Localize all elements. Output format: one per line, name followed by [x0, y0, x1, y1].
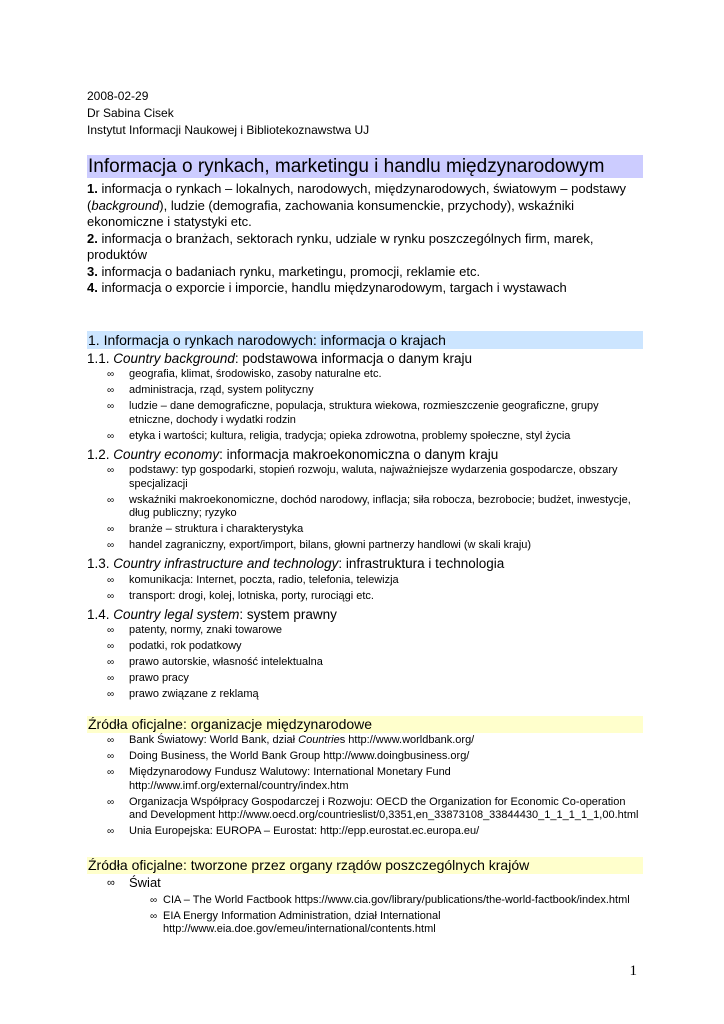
world-label: Świat: [129, 875, 161, 890]
list-item: [87, 590, 643, 604]
list-item: [87, 688, 643, 702]
intro-item: [87, 231, 643, 264]
subsection-list: [87, 368, 643, 443]
intro-item-number: 2.: [87, 230, 98, 246]
subsection-number: 1.4.: [87, 606, 114, 622]
list-item-emphasis: Countrie: [298, 734, 340, 746]
list-item: [87, 523, 643, 537]
infinity-bullet-icon: ∞: [107, 641, 115, 652]
list-item: [87, 624, 643, 638]
subsection-text: : podstawowa informacja o danym kraju: [234, 350, 472, 366]
infinity-bullet-icon: ∞: [150, 910, 158, 922]
intro-item-text: informacja o rynkach – lokalnych, narodowych, międzynarodowych, światowym – podstawy (: [87, 181, 627, 213]
list-item: [87, 750, 643, 764]
subsection-emphasis: Country background: [113, 350, 235, 366]
infinity-bullet-icon: ∞: [107, 625, 115, 636]
intro-item-number: 3.: [87, 263, 98, 279]
document-author: Dr Sabina Cisek: [87, 106, 174, 120]
intro-item-text-end: ), ludzie (demografia, zachowania konsumenckie, przychody), wskaźniki ekonomiczne i statystyki etc.: [87, 197, 575, 229]
list-item-text: prawo związane z reklamą: [129, 688, 259, 700]
infinity-bullet-icon: ∞: [107, 494, 115, 506]
section2-list: [87, 734, 643, 839]
list-item-text: geografia, klimat, środowisko, zasoby naturalne etc.: [129, 368, 382, 380]
list-item: [87, 368, 643, 382]
document-header: [87, 88, 643, 139]
list-item-text: patenty, normy, znaki towarowe: [129, 624, 283, 636]
list-item-text: handel zagraniczny, export/import, bilans, głowni partnerzy handlowi (w skali kraju): [129, 539, 532, 551]
infinity-bullet-icon: ∞: [107, 751, 115, 762]
intro-item-number: 1.: [87, 181, 98, 196]
document-date: 2008-02-29: [87, 89, 149, 103]
document-page: [87, 88, 643, 939]
list-item: [87, 640, 643, 654]
section3-sublist: [87, 894, 643, 937]
subsection-title: [87, 606, 643, 623]
infinity-bullet-icon: ∞: [107, 673, 115, 684]
section3-title: Źródła oficjalne: tworzone przez organy rządów poszczególnych krajów: [87, 857, 643, 874]
list-item: [87, 894, 643, 908]
infinity-bullet-icon: ∞: [107, 430, 115, 442]
intro-item-number: 4.: [87, 280, 98, 295]
list-item-text: podatki, rok podatkowy: [129, 640, 242, 652]
infinity-bullet-icon: ∞: [107, 826, 115, 837]
list-item-text-end: s http://www.worldbank.org/: [339, 734, 475, 746]
subsection-number: 1.1.: [87, 350, 114, 366]
infinity-bullet-icon: ∞: [107, 574, 115, 586]
infinity-bullet-icon: ∞: [107, 767, 115, 778]
intro-item-text: informacja o branżach, sektorach rynku, udziale w rynku poszczególnych firm, marek, produktów: [87, 230, 594, 262]
intro-item-text: informacja o exporcie i imporcie, handlu międzynarodowym, targach i wystawach: [97, 280, 567, 295]
subsection-number: 1.3.: [87, 556, 114, 571]
list-item-text: Doing Business, the World Bank Group http://www.doingbusiness.org/: [129, 750, 470, 762]
subsection-title: [87, 555, 643, 572]
main-title: Informacja o rynkach, marketingu i handlu międzynarodowym: [87, 155, 643, 178]
subsection-emphasis: Country economy: [113, 446, 220, 462]
list-item-text: administracja, rząd, system polityczny: [129, 384, 314, 396]
infinity-bullet-icon: ∞: [107, 796, 115, 808]
subsection-title: [87, 446, 643, 463]
list-item-text: branże – struktura i charakterystyka: [129, 523, 304, 535]
list-item: [87, 796, 643, 823]
infinity-bullet-icon: ∞: [150, 894, 158, 906]
list-item-text: komunikacja: Internet, poczta, radio, telefonia, telewizja: [129, 573, 399, 586]
intro-item: [87, 264, 643, 281]
subsection-list: [87, 464, 643, 553]
list-item: [87, 910, 643, 937]
list-item: [87, 539, 643, 553]
page-number: 1: [629, 963, 637, 979]
list-item-text: wskaźniki makroekonomiczne, dochód narodowy, inflacja; siła robocza, bezrobocie; budżet, inwestycje, dług publiczny; ryzyko: [129, 493, 631, 519]
list-item: [87, 494, 643, 521]
infinity-bullet-icon: ∞: [107, 689, 115, 700]
list-item-text: Bank Światowy: World Bank, dział: [129, 734, 299, 746]
list-item-text: Unia Europejska: EUROPA – Eurostat: http://epp.eurostat.ec.europa.eu/: [129, 825, 480, 837]
list-item-text: transport: drogi, kolej, lotniska, porty, rurociągi etc.: [129, 589, 374, 602]
infinity-bullet-icon: ∞: [107, 524, 115, 535]
list-item: [87, 672, 643, 686]
subsection-text: : infrastruktura i technologia: [338, 556, 505, 571]
subsection-list: [87, 624, 643, 702]
list-item: [87, 400, 643, 427]
infinity-bullet-icon: ∞: [107, 590, 115, 602]
subsection-list: [87, 574, 643, 604]
section1-title: 1. Informacja o rynkach narodowych: informacja o krajach: [87, 331, 643, 349]
list-item-world: [87, 875, 643, 891]
intro-item: [87, 280, 643, 297]
list-item: [87, 766, 643, 793]
list-item-text: podstawy: typ gospodarki, stopień rozwoju, waluta, najważniejsze wydarzenia gospodarcze, obszary specjalizacji: [129, 464, 618, 490]
list-item: [87, 464, 643, 491]
list-item-text: Międzynarodowy Fundusz Walutowy: International Monetary Fund http://www.imf.org/external/country/index.htm: [129, 766, 451, 792]
infinity-bullet-icon: ∞: [107, 465, 115, 476]
infinity-bullet-icon: ∞: [107, 369, 115, 380]
infinity-bullet-icon: ∞: [107, 401, 115, 412]
subsection-text: : system prawny: [239, 606, 337, 622]
list-item: [87, 574, 643, 588]
intro-list: [87, 181, 643, 297]
list-item-text: prawo autorskie, własność intelektualna: [129, 656, 323, 668]
intro-item-text: informacja o badaniach rynku, marketingu, promocji, reklamie etc.: [97, 263, 481, 279]
list-item: [87, 384, 643, 398]
section2-title: Źródła oficjalne: organizacje międzynarodowe: [87, 716, 643, 733]
subsection-emphasis: Country legal system: [113, 606, 240, 622]
list-item: [87, 656, 643, 670]
intro-item-emphasis: background: [91, 197, 160, 213]
subsection-text: : informacja makroekonomiczna o danym kraju: [219, 446, 499, 462]
document-institute: Instytut Informacji Naukowej i Bibliotekoznawstwa UJ: [87, 123, 370, 137]
list-item-text: ludzie – dane demograficzne, populacja, struktura wiekowa, rozmieszczenie geograficzne, grupy etniczne, dochody i wydatki rodzin: [129, 400, 599, 426]
list-item-text: CIA – The World Factbook https://www.cia.gov/library/publications/the-world-factbook/index.html: [163, 893, 630, 906]
infinity-bullet-icon: ∞: [107, 877, 115, 889]
subsection-title: [87, 350, 643, 367]
list-item: [87, 430, 643, 444]
list-item: [87, 734, 643, 748]
intro-item: [87, 181, 643, 231]
infinity-bullet-icon: ∞: [107, 735, 115, 746]
infinity-bullet-icon: ∞: [107, 540, 115, 551]
list-item-text: prawo pracy: [129, 672, 189, 684]
subsection-emphasis: Country infrastructure and technology: [113, 556, 339, 571]
section3-list: [87, 875, 643, 891]
list-item-text: etyka i wartości; kultura, religia, tradycja; opieka zdrowotna, problemy społeczne, styl życia: [129, 429, 571, 442]
list-item-text: EIA Energy Information Administration, dział International http://www.eia.doe.gov/emeu/international/contents.html: [163, 909, 441, 935]
infinity-bullet-icon: ∞: [107, 657, 115, 668]
infinity-bullet-icon: ∞: [107, 385, 115, 396]
subsection-number: 1.2.: [87, 446, 114, 462]
section1-body: [87, 350, 643, 702]
list-item-text: Organizacja Współpracy Gospodarczej i Rozwoju: OECD the Organization for Economic Co-operation and Development http://www.oecd.org/countrieslist/0,3351,en_33873108_33844430_1_1_1_1_1,00.html: [129, 795, 639, 821]
list-item: [87, 825, 643, 839]
